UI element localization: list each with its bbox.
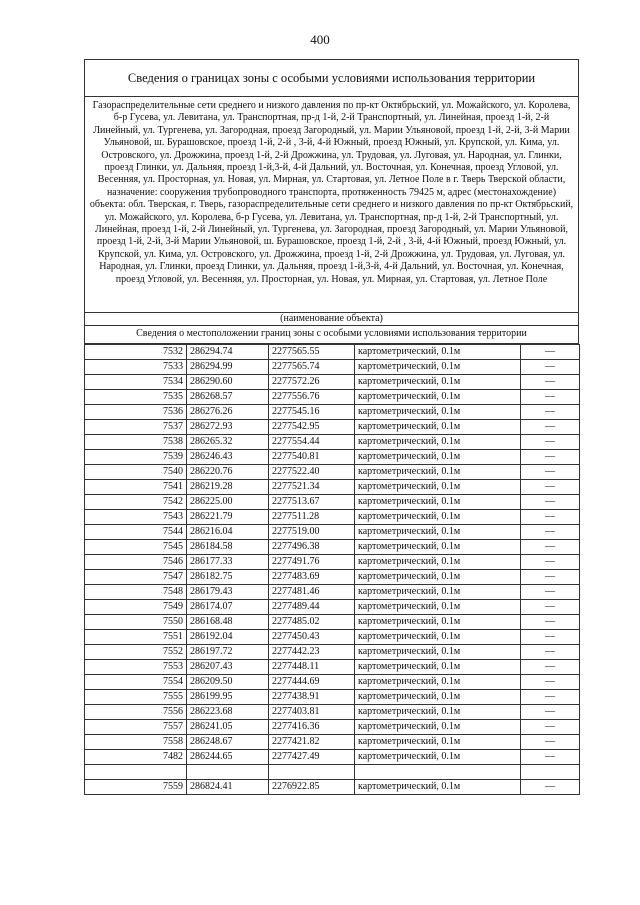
coordinate-x-cell: 286197.72 bbox=[187, 645, 269, 660]
accuracy-dash-cell: — bbox=[521, 435, 580, 450]
coordinate-x-cell: 286824.41 bbox=[187, 779, 269, 794]
coordinate-x-cell: 286223.68 bbox=[187, 705, 269, 720]
determination-method-cell: картометрический, 0.1м bbox=[355, 615, 521, 630]
table-row bbox=[85, 615, 580, 630]
accuracy-dash-cell: — bbox=[521, 495, 580, 510]
point-number-cell: 7559 bbox=[85, 779, 187, 794]
point-number-cell: 7558 bbox=[85, 735, 187, 750]
table-row bbox=[85, 600, 580, 615]
coordinate-x-cell: 286168.48 bbox=[187, 615, 269, 630]
accuracy-dash-cell: — bbox=[521, 465, 580, 480]
point-number-cell: 7534 bbox=[85, 375, 187, 390]
coordinate-y-cell: 2277421.82 bbox=[269, 735, 355, 750]
point-number-cell: 7482 bbox=[85, 750, 187, 765]
table-row bbox=[85, 360, 580, 375]
point-number-cell: 7555 bbox=[85, 690, 187, 705]
coordinate-x-cell: 286265.32 bbox=[187, 435, 269, 450]
coordinate-y-cell: 2277513.67 bbox=[269, 495, 355, 510]
determination-method-cell: картометрический, 0.1м bbox=[355, 645, 521, 660]
table-row bbox=[85, 720, 580, 735]
coordinate-y-cell: 2277542.95 bbox=[269, 420, 355, 435]
point-number-cell: 7547 bbox=[85, 570, 187, 585]
coordinate-x-cell: 286290.60 bbox=[187, 375, 269, 390]
point-number-cell: 7548 bbox=[85, 585, 187, 600]
determination-method-cell: картометрический, 0.1м bbox=[355, 555, 521, 570]
accuracy-dash-cell: — bbox=[521, 660, 580, 675]
point-number-cell: 7550 bbox=[85, 615, 187, 630]
determination-method-cell: картометрический, 0.1м bbox=[355, 510, 521, 525]
document-title: Сведения о границах зоны с особыми условиями использования территории bbox=[85, 60, 578, 97]
accuracy-dash-cell: — bbox=[521, 405, 580, 420]
coordinate-y-cell: 2276922.85 bbox=[269, 779, 355, 794]
determination-method-cell: картометрический, 0.1м bbox=[355, 360, 521, 375]
point-number-cell: 7557 bbox=[85, 720, 187, 735]
coordinate-y-cell: 2277540.81 bbox=[269, 450, 355, 465]
coordinate-x-cell: 286221.79 bbox=[187, 510, 269, 525]
accuracy-dash-cell: — bbox=[521, 735, 580, 750]
coordinate-x-cell: 286225.00 bbox=[187, 495, 269, 510]
point-number-cell: 7539 bbox=[85, 450, 187, 465]
coordinate-y-cell: 2277483.69 bbox=[269, 570, 355, 585]
accuracy-dash-cell: — bbox=[521, 779, 580, 794]
determination-method-cell: картометрический, 0.1м bbox=[355, 480, 521, 495]
coordinate-x-cell: 286294.74 bbox=[187, 345, 269, 360]
accuracy-dash-cell: — bbox=[521, 705, 580, 720]
accuracy-dash-cell: — bbox=[521, 480, 580, 495]
coordinate-x-cell: 286241.05 bbox=[187, 720, 269, 735]
coordinate-x-cell: 286209.50 bbox=[187, 675, 269, 690]
coordinate-x-cell: 286294.99 bbox=[187, 360, 269, 375]
accuracy-dash-cell: — bbox=[521, 375, 580, 390]
point-number-cell: 7533 bbox=[85, 360, 187, 375]
accuracy-dash-cell: — bbox=[521, 585, 580, 600]
determination-method-cell: картометрический, 0.1м bbox=[355, 465, 521, 480]
coordinate-y-cell: 2277416.36 bbox=[269, 720, 355, 735]
table-row bbox=[85, 705, 580, 720]
determination-method-cell: картометрический, 0.1м bbox=[355, 735, 521, 750]
point-number-cell: 7535 bbox=[85, 390, 187, 405]
coordinate-y-cell: 2277519.00 bbox=[269, 525, 355, 540]
table-row bbox=[85, 630, 580, 645]
table-row bbox=[85, 405, 580, 420]
determination-method-cell: картометрический, 0.1м bbox=[355, 495, 521, 510]
accuracy-dash-cell: — bbox=[521, 525, 580, 540]
point-number-cell: 7536 bbox=[85, 405, 187, 420]
object-description: Газораспределительные сети среднего и низкого давления по пр-кт Октябрьский, ул. Можайского, ул. Королева, б-р Гусева, ул. Левитана, ул. Транспортная, пр-д 1-й, 2-й Транспортный, ул. Линейная, проезд 1-й, 2-й Линейный, ул. Тургенева, ул. Загородная, проезд Загородный, ул. Марии Ульяновой, проезд 1-й, 2-й, 3-й Марии Ульяновой, ш. Бурашовское, проезд 1-й, 2-й , 3-й, 4-й Южный, проезд Южный, ул. Крупской, ул. Кима, ул. Островского, ул. Дрожжина, проезд 1-й, 2-й Дрожжина, ул. Трудовая, ул. Луговая, ул. Народная, ул. Глинки, проезд Глинки, ул. Дальняя, проезд 1-й,3-й, 4-й Дальний, ул. Восточная, ул. Конечная, проезд Угловой, ул. Весенняя, ул. Просторная, ул. Новая, ул. Мирная, ул. Стартовая, ул. Летное Поле в г. Тверь Тверской области, назначение: сооружения трубопроводного транспорта, протяженность 79425 м, адрес (местонахождение) объекта: обл. Тверская, г. Тверь, газораспределительные сети среднего и низкого давления по пр-кт Октябрьский, ул. Можайского, ул. Королева, б-р Гусева, ул. Левитана, ул. Транспортная, пр-д 1-й, 2-й Транспортный, ул. Линейная, проезд 1-й, 2-й Линейный, ул. Тургенева, ул. Загородная, проезд Загородный, ул. Марии Ульяновой, проезд 1-й, 2-й, 3-й Марии Ульяновой, ш. Бурашовское, проезд 1-й, 2-й , 3-й, 4-й Южный, проезд Южный, ул. Крупской, ул. Кима, ул. Островского, ул. Дрожжина, проезд 1-й, 2-й Дрожжина, ул. Трудовая, ул. Луговая, ул. Народная, ул. Глинки, проезд Глинки, ул. Дальняя, проезд 1-й,3-й, 4-й Дальний, ул. Восточная, ул. Конечная, проезд Угловой, ул. Весенняя, ул. Просторная, ул. Новая, ул. Мирная, ул. Стартовая, ул. Летное Поле bbox=[85, 97, 578, 313]
determination-method-cell: картометрический, 0.1м bbox=[355, 779, 521, 794]
coordinate-y-cell: 2277511.28 bbox=[269, 510, 355, 525]
coordinate-x-cell: 286177.33 bbox=[187, 555, 269, 570]
page-number: 400 bbox=[310, 32, 330, 47]
coordinate-y-cell: 2277438.91 bbox=[269, 690, 355, 705]
object-name-caption: (наименование объекта) bbox=[85, 313, 578, 326]
coordinate-y-cell: 2277565.74 bbox=[269, 360, 355, 375]
point-number-cell: 7549 bbox=[85, 600, 187, 615]
determination-method-cell: картометрический, 0.1м bbox=[355, 375, 521, 390]
coordinates-table bbox=[84, 344, 580, 795]
point-number-cell: 7546 bbox=[85, 555, 187, 570]
coordinate-x-cell: 286184.58 bbox=[187, 540, 269, 555]
accuracy-dash-cell: — bbox=[521, 570, 580, 585]
coordinate-x-cell: 286248.67 bbox=[187, 735, 269, 750]
point-number-cell: 7537 bbox=[85, 420, 187, 435]
accuracy-dash-cell: — bbox=[521, 540, 580, 555]
determination-method-cell: картометрический, 0.1м bbox=[355, 690, 521, 705]
coordinate-x-cell: 286244.65 bbox=[187, 750, 269, 765]
table-row bbox=[85, 465, 580, 480]
coordinate-y-cell: 2277489.44 bbox=[269, 600, 355, 615]
table-row bbox=[85, 510, 580, 525]
point-number-cell: 7540 bbox=[85, 465, 187, 480]
table-row bbox=[85, 585, 580, 600]
point-number-cell: 7532 bbox=[85, 345, 187, 360]
coordinate-y-cell: 2277572.26 bbox=[269, 375, 355, 390]
table-row bbox=[85, 525, 580, 540]
coordinate-y-cell: 2277522.40 bbox=[269, 465, 355, 480]
coordinate-y-cell: 2277554.44 bbox=[269, 435, 355, 450]
determination-method-cell: картометрический, 0.1м bbox=[355, 405, 521, 420]
accuracy-dash-cell: — bbox=[521, 345, 580, 360]
coordinate-y-cell: 2277496.38 bbox=[269, 540, 355, 555]
table-row bbox=[85, 779, 580, 794]
coordinate-y-cell: 2277556.76 bbox=[269, 390, 355, 405]
coordinate-x-cell: 286182.75 bbox=[187, 570, 269, 585]
coordinate-y-cell: 2277444.69 bbox=[269, 675, 355, 690]
table-row bbox=[85, 450, 580, 465]
coordinate-x-cell: 286174.07 bbox=[187, 600, 269, 615]
point-number-cell: 7542 bbox=[85, 495, 187, 510]
determination-method-cell: картометрический, 0.1м bbox=[355, 630, 521, 645]
point-number-cell: 7556 bbox=[85, 705, 187, 720]
table-row bbox=[85, 690, 580, 705]
coordinate-x-cell: 286207.43 bbox=[187, 660, 269, 675]
determination-method-cell: картометрический, 0.1м bbox=[355, 540, 521, 555]
determination-method-cell: картометрический, 0.1м bbox=[355, 720, 521, 735]
accuracy-dash-cell bbox=[521, 765, 580, 780]
accuracy-dash-cell: — bbox=[521, 615, 580, 630]
table-row bbox=[85, 435, 580, 450]
accuracy-dash-cell: — bbox=[521, 450, 580, 465]
accuracy-dash-cell: — bbox=[521, 360, 580, 375]
point-number-cell: 7541 bbox=[85, 480, 187, 495]
point-number-cell: 7552 bbox=[85, 645, 187, 660]
coordinate-x-cell: 286216.04 bbox=[187, 525, 269, 540]
coordinate-x-cell: 286272.93 bbox=[187, 420, 269, 435]
coordinate-y-cell: 2277485.02 bbox=[269, 615, 355, 630]
table-row bbox=[85, 345, 580, 360]
point-number-cell: 7538 bbox=[85, 435, 187, 450]
coordinate-y-cell: 2277545.16 bbox=[269, 405, 355, 420]
determination-method-cell: картометрический, 0.1м bbox=[355, 525, 521, 540]
determination-method-cell: картометрический, 0.1м bbox=[355, 600, 521, 615]
coordinate-x-cell: 286220.76 bbox=[187, 465, 269, 480]
determination-method-cell: картометрический, 0.1м bbox=[355, 420, 521, 435]
table-row bbox=[85, 540, 580, 555]
accuracy-dash-cell: — bbox=[521, 720, 580, 735]
coordinate-x-cell: 286276.26 bbox=[187, 405, 269, 420]
accuracy-dash-cell: — bbox=[521, 630, 580, 645]
table-row bbox=[85, 645, 580, 660]
accuracy-dash-cell: — bbox=[521, 675, 580, 690]
determination-method-cell: картометрический, 0.1м bbox=[355, 705, 521, 720]
coordinate-y-cell: 2277565.55 bbox=[269, 345, 355, 360]
coordinate-y-cell: 2277442.23 bbox=[269, 645, 355, 660]
accuracy-dash-cell: — bbox=[521, 510, 580, 525]
zone-info-frame bbox=[84, 59, 579, 344]
point-number-cell: 7554 bbox=[85, 675, 187, 690]
table-row bbox=[85, 480, 580, 495]
table-row bbox=[85, 765, 580, 780]
determination-method-cell: картометрический, 0.1м bbox=[355, 585, 521, 600]
coordinate-x-cell bbox=[187, 765, 269, 780]
determination-method-cell: картометрический, 0.1м bbox=[355, 435, 521, 450]
accuracy-dash-cell: — bbox=[521, 645, 580, 660]
point-number-cell: 7551 bbox=[85, 630, 187, 645]
coordinate-y-cell: 2277450.43 bbox=[269, 630, 355, 645]
coordinate-y-cell: 2277521.34 bbox=[269, 480, 355, 495]
coordinate-x-cell: 286179.43 bbox=[187, 585, 269, 600]
coordinate-y-cell: 2277427.49 bbox=[269, 750, 355, 765]
table-row bbox=[85, 390, 580, 405]
accuracy-dash-cell: — bbox=[521, 390, 580, 405]
table-row bbox=[85, 555, 580, 570]
determination-method-cell: картометрический, 0.1м bbox=[355, 450, 521, 465]
determination-method-cell: картометрический, 0.1м bbox=[355, 390, 521, 405]
point-number-cell: 7543 bbox=[85, 510, 187, 525]
coordinate-x-cell: 286199.95 bbox=[187, 690, 269, 705]
accuracy-dash-cell: — bbox=[521, 690, 580, 705]
coordinate-x-cell: 286246.43 bbox=[187, 450, 269, 465]
coordinate-x-cell: 286219.28 bbox=[187, 480, 269, 495]
determination-method-cell: картометрический, 0.1м bbox=[355, 675, 521, 690]
accuracy-dash-cell: — bbox=[521, 555, 580, 570]
determination-method-cell: картометрический, 0.1м bbox=[355, 660, 521, 675]
accuracy-dash-cell: — bbox=[521, 420, 580, 435]
table-row bbox=[85, 735, 580, 750]
coordinate-x-cell: 286192.04 bbox=[187, 630, 269, 645]
coordinate-y-cell: 2277491.76 bbox=[269, 555, 355, 570]
coordinate-y-cell: 2277403.81 bbox=[269, 705, 355, 720]
table-row bbox=[85, 570, 580, 585]
table-row bbox=[85, 375, 580, 390]
table-row bbox=[85, 660, 580, 675]
point-number-cell: 7544 bbox=[85, 525, 187, 540]
coordinate-y-cell bbox=[269, 765, 355, 780]
point-number-cell: 7545 bbox=[85, 540, 187, 555]
determination-method-cell: картометрический, 0.1м bbox=[355, 345, 521, 360]
point-number-cell bbox=[85, 765, 187, 780]
table-row bbox=[85, 750, 580, 765]
determination-method-cell: картометрический, 0.1м bbox=[355, 750, 521, 765]
accuracy-dash-cell: — bbox=[521, 750, 580, 765]
point-number-cell: 7553 bbox=[85, 660, 187, 675]
location-header: Сведения о местоположении границ зоны с особыми условиями использования территории bbox=[136, 328, 527, 339]
table-row bbox=[85, 675, 580, 690]
table-row bbox=[85, 495, 580, 510]
determination-method-cell: картометрический, 0.1м bbox=[355, 570, 521, 585]
table-row bbox=[85, 420, 580, 435]
coordinate-y-cell: 2277481.46 bbox=[269, 585, 355, 600]
determination-method-cell bbox=[355, 765, 521, 780]
coordinate-y-cell: 2277448.11 bbox=[269, 660, 355, 675]
accuracy-dash-cell: — bbox=[521, 600, 580, 615]
coordinate-x-cell: 286268.57 bbox=[187, 390, 269, 405]
